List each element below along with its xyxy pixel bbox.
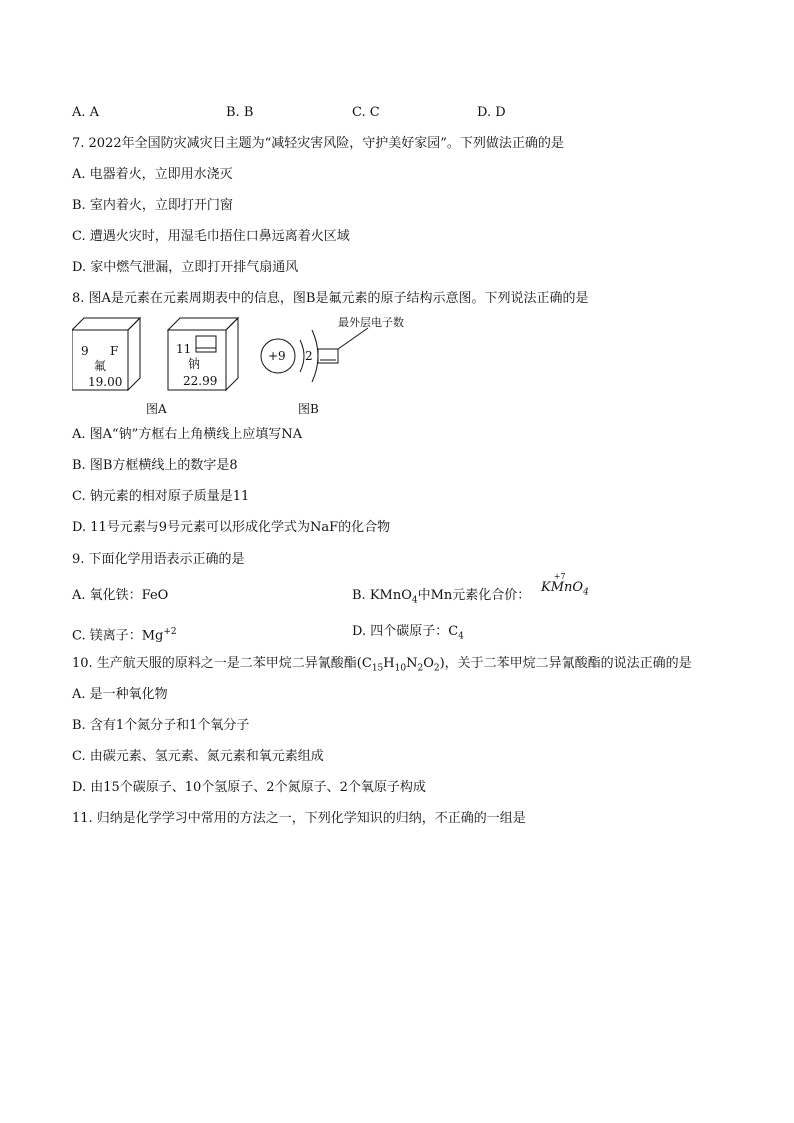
q9-option-c-sup: +2 bbox=[163, 627, 177, 637]
q8-option-d: D. 11号元素与9号元素可以形成化学式为NaF的化合物 bbox=[72, 520, 391, 535]
q9-option-c-prefix: C. 镁离子：Mg bbox=[72, 628, 164, 644]
shell-1-electrons: 2 bbox=[305, 349, 313, 363]
q6-option-b: B. B bbox=[226, 105, 254, 120]
q10-stem-post: )，关于二苯甲烷二异氰酸酯的说法正确的是 bbox=[439, 656, 692, 671]
q7-option-d: D. 家中燃气泄漏，立即打开排气扇通风 bbox=[72, 260, 299, 275]
q9-option-d-prefix: D. 四个碳原子：C bbox=[352, 624, 459, 639]
q10-stem-pre: 10. 生产航天服的原料之一是二苯甲烷二异氰酸酯(C bbox=[72, 656, 372, 671]
q8-option-b: B. 图B方框横线上的数字是8 bbox=[72, 458, 238, 473]
q7-option-a: A. 电器着火，立即用水浇灭 bbox=[72, 167, 233, 182]
fluorine-mass: 19.00 bbox=[88, 375, 123, 389]
q9-option-b-prefix: B. KMnO bbox=[352, 588, 412, 603]
figure-a-caption: 图A bbox=[146, 402, 167, 416]
q8-option-c: C. 钠元素的相对原子质量是11 bbox=[72, 489, 250, 504]
q9-option-b-suffix: 中Mn元素化合价： bbox=[417, 588, 531, 603]
nucleus-charge: +9 bbox=[268, 349, 286, 363]
q9-option-b bbox=[352, 588, 530, 609]
sodium-mass: 22.99 bbox=[183, 374, 218, 388]
q6-option-a: A. A bbox=[72, 105, 100, 120]
formula-sub-c: 15 bbox=[371, 663, 384, 674]
q9-option-d bbox=[352, 624, 464, 645]
outer-shell-label: 最外层电子数 bbox=[338, 316, 404, 329]
sodium-name: 钠 bbox=[188, 357, 201, 371]
q6-option-d: D. D bbox=[477, 105, 506, 120]
q8-stem: 8. 图A是元素在元素周期表中的信息，图B是氟元素的原子结构示意图。下列说法正确的是 bbox=[72, 291, 589, 306]
q9-option-d-sub: 4 bbox=[458, 631, 464, 642]
q8-figure-drawing bbox=[72, 316, 432, 420]
mn-formula-mn: Mn bbox=[550, 580, 573, 595]
formula-h: H bbox=[383, 656, 395, 671]
formula-o: O bbox=[423, 656, 434, 671]
mn-formula-sub: 4 bbox=[583, 587, 589, 598]
q7-option-c: C. 遭遇火灾时，用湿毛巾捂住口鼻远离着火区域 bbox=[72, 229, 350, 244]
q10-option-a: A. 是一种氧化物 bbox=[72, 687, 168, 702]
mn-formula-k: K bbox=[541, 580, 551, 595]
q9-stem: 9. 下面化学用语表示正确的是 bbox=[72, 552, 245, 567]
q7-option-b: B. 室内着火，立即打开门窗 bbox=[72, 198, 233, 213]
formula-sub-h: 10 bbox=[394, 663, 407, 674]
fluorine-number: 9 bbox=[81, 344, 89, 358]
q8-option-a: A. 图A“钠”方框右上角横线上应填写NA bbox=[72, 427, 303, 442]
q9-option-b-sub: 4 bbox=[411, 595, 418, 606]
figure-b-caption: 图B bbox=[298, 402, 319, 416]
q10-option-c: C. 由碳元素、氢元素、氮元素和氧元素组成 bbox=[72, 749, 324, 764]
fluorine-name: 氟 bbox=[94, 359, 107, 373]
q9-option-b-formula bbox=[541, 572, 589, 598]
q11-stem: 11. 归纳是化学学习中常用的方法之一，下列化学知识的归纳，不正确的一组是 bbox=[72, 811, 526, 826]
q6-option-c: C. C bbox=[352, 105, 380, 120]
q9-option-a: A. 氧化铁：FeO bbox=[72, 588, 169, 603]
mn-formula-charge: +7 bbox=[553, 572, 566, 581]
q9-option-c bbox=[72, 624, 177, 644]
q10-option-b: B. 含有1个氮分子和1个氧分子 bbox=[72, 718, 250, 733]
q8-figure bbox=[72, 316, 432, 420]
q7-stem: 7. 2022年全国防灾减灾日主题为“减轻灾害风险，守护美好家园”。下列做法正确的是 bbox=[72, 136, 564, 151]
sodium-number: 11 bbox=[176, 342, 192, 356]
fluorine-symbol: F bbox=[110, 344, 119, 358]
formula-sub-n: 2 bbox=[417, 663, 424, 674]
q10-stem bbox=[72, 656, 692, 677]
q10-option-d: D. 由15个碳原子、10个氢原子、2个氮原子、2个氧原子构成 bbox=[72, 780, 426, 795]
formula-n: N bbox=[406, 656, 418, 671]
mn-formula-o: O bbox=[572, 580, 584, 595]
formula-sub-o: 2 bbox=[433, 663, 440, 674]
